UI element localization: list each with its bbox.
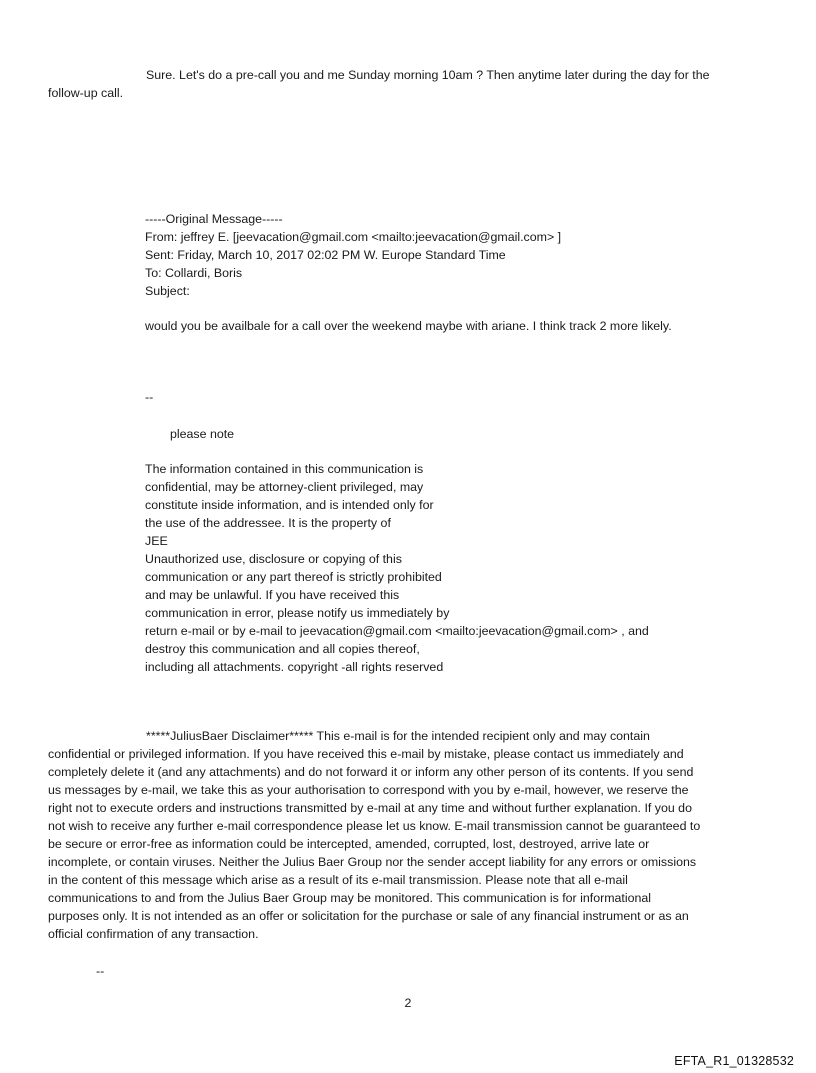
notice-line: confidential, may be attorney-client privileged, may — [145, 480, 424, 494]
page-number: 2 — [404, 996, 412, 1010]
reply-text — [48, 66, 768, 102]
subject-line: Subject: — [145, 284, 190, 298]
original-message-body: would you be availbale for a call over the weekend maybe with ariane. I think track 2 more likely. — [145, 319, 672, 333]
notice-line: return e-mail or by e-mail to jeevacation@gmail.com <mailto:jeevacation@gmail.com> , and — [145, 624, 649, 638]
disclaimer-line: communications to and from the Julius Baer Group may be monitored. This communication is for informational — [48, 891, 652, 905]
disclaimer-line: official confirmation of any transaction. — [48, 927, 259, 941]
notice-line: including all attachments. copyright -all rights reserved — [145, 660, 444, 674]
disclaimer-line: be secure or error-free as information could be intercepted, amended, corrupted, lost, destroyed, arrive late or — [48, 837, 650, 851]
please-note-heading: please note — [170, 427, 235, 441]
sent-line: Sent: Friday, March 10, 2017 02:02 PM W. Europe Standard Time — [145, 248, 506, 262]
disclaimer-line: not wish to receive any further e-mail correspondence please let us know. E-mail transmission cannot be guaranteed to — [48, 819, 701, 833]
disclaimer-line: incomplete, or contain viruses. Neither the Julius Baer Group nor the sender accept liability for any errors or omissions — [48, 855, 697, 869]
notice-line: the use of the addressee. It is the property of — [145, 516, 391, 530]
from-line: From: jeffrey E. [jeevacation@gmail.com <mailto:jeevacation@gmail.com> ] — [145, 230, 562, 244]
disclaimer-line: purposes only. It is not intended as an offer or solicitation for the purchase or sale of any financial instrument or as an — [48, 909, 689, 923]
notice-line: and may be unlawful. If you have received this — [145, 588, 400, 602]
disclaimer-line: confidential or privileged information. If you have received this e-mail by mistake, please contact us immediately and — [48, 747, 684, 761]
to-line: To: Collardi, Boris — [145, 266, 243, 280]
reply-line: Sure. Let's do a pre-call you and me Sunday morning 10am ? Then anytime later during the day for the — [146, 68, 710, 82]
notice-line: communication or any part thereof is strictly prohibited — [145, 570, 442, 584]
notice-line: JEE — [145, 534, 168, 548]
footer-separator: -- — [96, 964, 105, 978]
original-message-header — [145, 210, 561, 300]
notice-line: Unauthorized use, disclosure or copying of this — [145, 552, 402, 566]
disclaimer-line: us messages by e-mail, we take this as your authorisation to correspond with you by e-mail, however, we reserve the — [48, 783, 689, 797]
notice-line: constitute inside information, and is intended only for — [145, 498, 434, 512]
bank-disclaimer — [48, 727, 770, 943]
disclaimer-line: in the content of this message which arise as a result of its e-mail transmission. Please note that all e-mail — [48, 873, 628, 887]
document-id: EFTA_R1_01328532 — [674, 1054, 794, 1068]
confidentiality-notice — [145, 460, 649, 676]
disclaimer-line: completely delete it (and any attachments) and do not forward it or inform any other person of its contents. If you send — [48, 765, 694, 779]
original-message-separator: -----Original Message----- — [145, 212, 283, 226]
disclaimer-line: right not to execute orders and instructions transmitted by e-mail at any time and without further explanation. If you do — [48, 801, 692, 815]
disclaimer-line: *****JuliusBaer Disclaimer***** This e-mail is for the intended recipient only and may contain — [146, 729, 650, 743]
notice-line: communication in error, please notify us immediately by — [145, 606, 450, 620]
notice-line: The information contained in this communication is — [145, 462, 424, 476]
reply-line: follow-up call. — [48, 86, 124, 100]
signature-separator: -- — [145, 390, 154, 404]
notice-line: destroy this communication and all copies thereof, — [145, 642, 420, 656]
